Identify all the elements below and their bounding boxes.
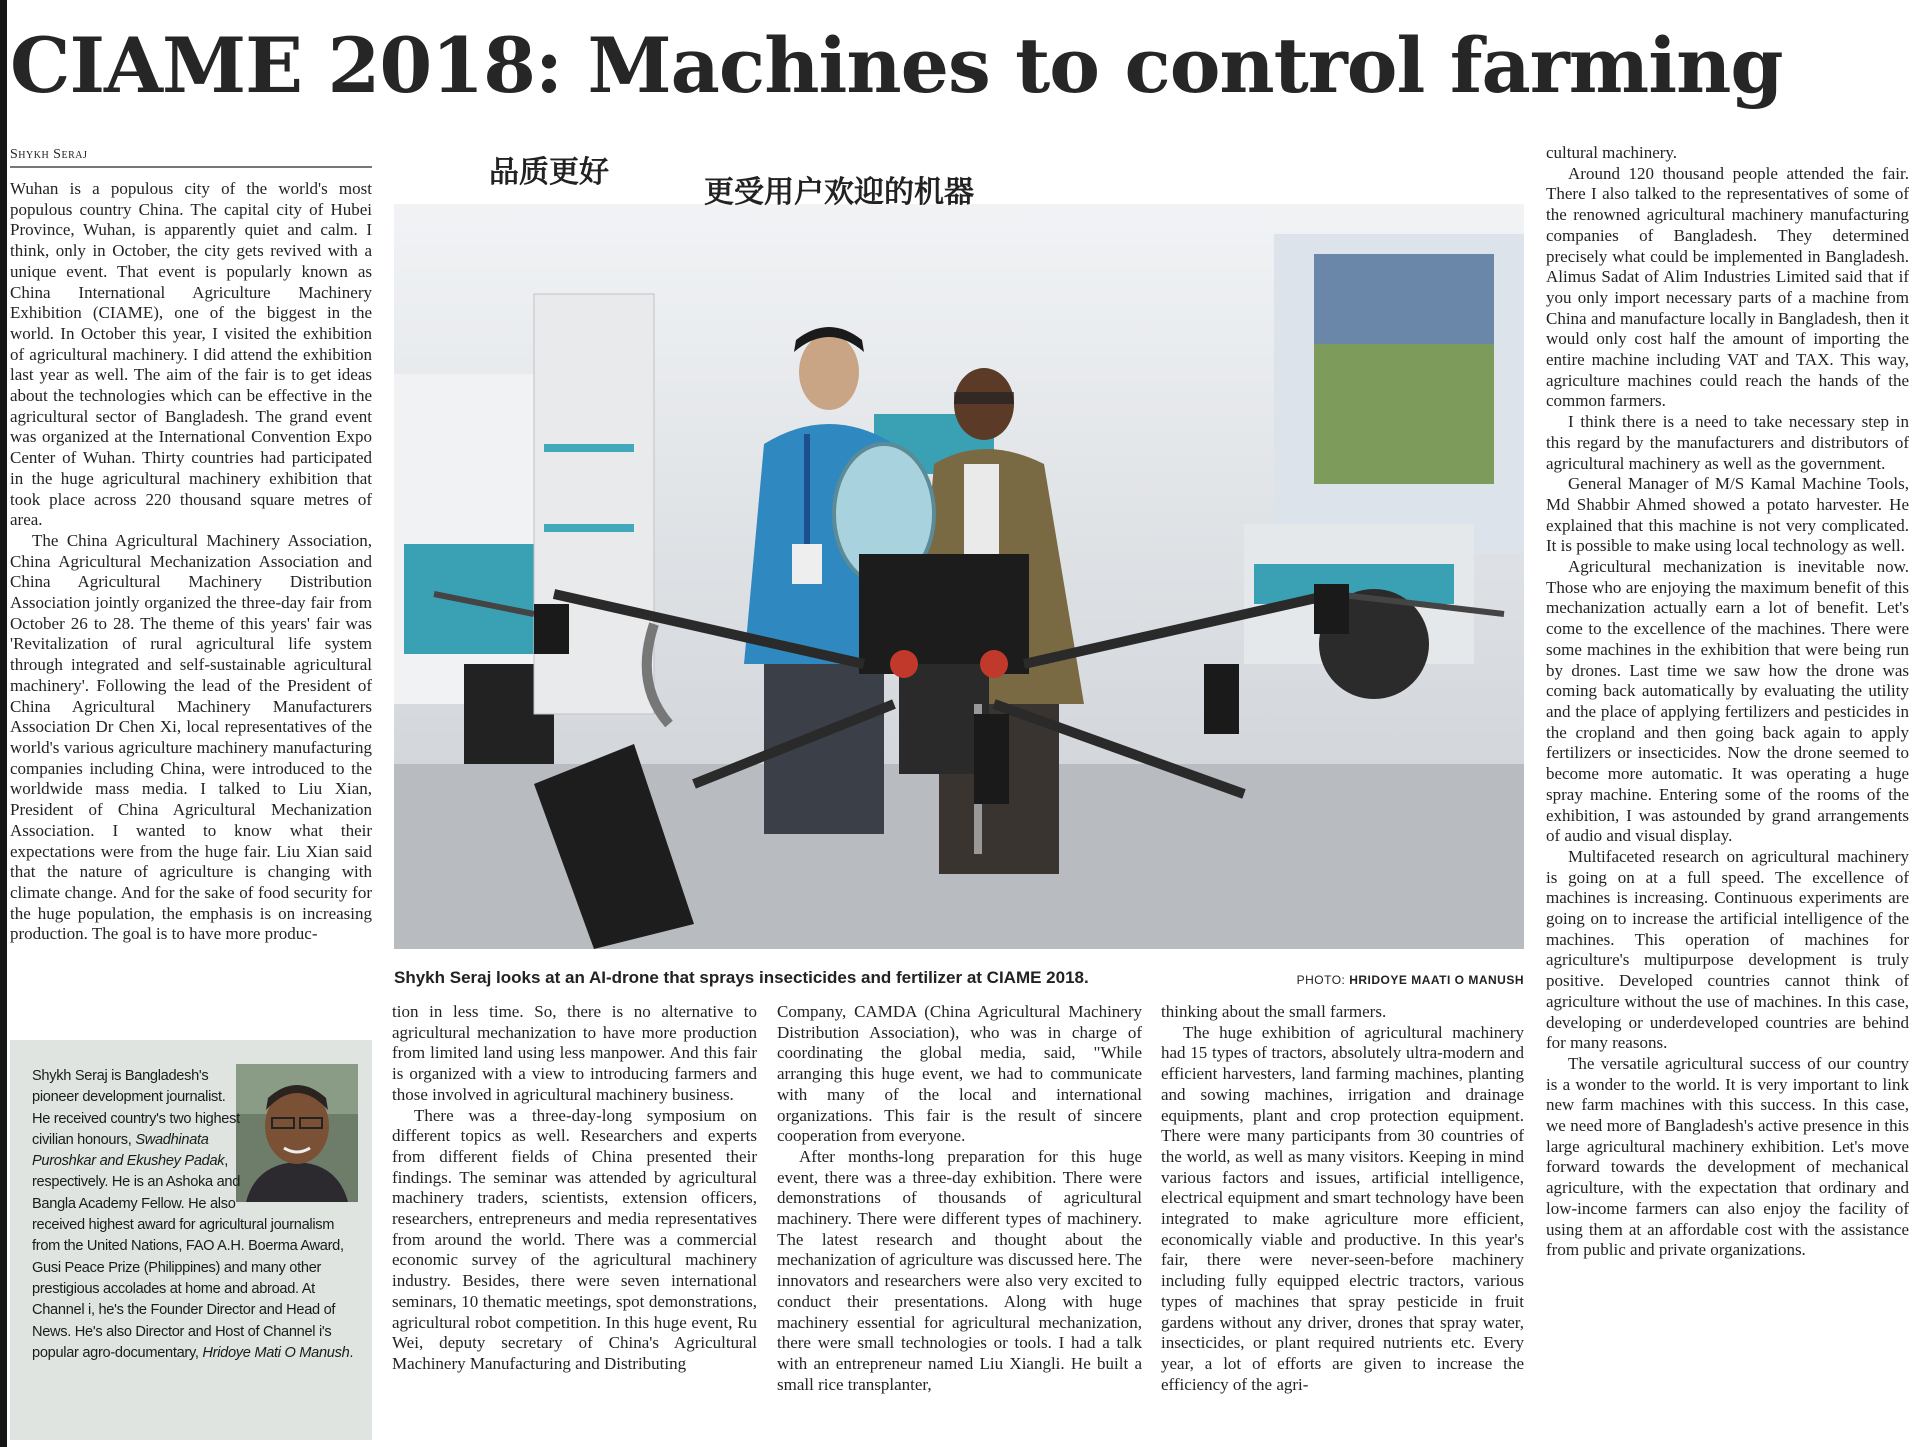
headline: CIAME 2018: Machines to control farming [10,21,1783,110]
bio-text-part: . [349,1344,354,1361]
article-column-2 [392,1002,757,1442]
banner-text: 更受用户欢迎的机器 [704,175,974,210]
bio-text-part: received highest award for agricultural journalism from the United Nations, FAO A.H. Boerma Award, Gusi Peace Prize (Philippines) and many other prestigious accolades at home and abroad. At Channel i, he's the Founder Director and Head of News. He's also Director and Host of Channel i's popular agro-documentary, [32,1217,344,1361]
paragraph: After months-long preparation for this huge event, there was a three-day exhibition. There were demonstrations of thousands of agricultural machinery. There were different types of machinery. The latest research and thought about the mechanization of agriculture was discussed here. The innovators and researchers were also very excited to conduct their presentations. Along with huge machinery essential for agricultural mechanization, there were small technologies or tools. I had a talk with an entrepreneur named Liu Xiangli. He built a small rice transplanter, [777,1146,1142,1394]
paragraph: Multifaceted research on agricultural machinery is going on at a full speed. The excellence of machines is increasing. Continuous experiments are going on to increase the artificial intelligence of the machines. This operation of machines for agriculture's multipurpose development is truly positive. Developed countries cannot think of agriculture without the use of machines. In this case, developing or underdeveloped countries are behind for many reasons. [1546,846,1909,1053]
author-bio-box [10,1040,372,1440]
paragraph: cultural machinery. [1546,143,1678,162]
paragraph: Around 120 thousand people attended the fair. There I also talked to the representatives of some of the renowned agricultural machinery manufacturing companies of Bangladesh. They determined precisely what could be implemented in Bangladesh. Alimus Sadat of Alim Industries Limited said that if you only import necessary parts of a machine from China and manufacture locally in Bangladesh, then it would only cost half the amount of importing the entire machine including VAT and TAX. This way, agriculture machines could reach the hands of the common farmers. [1546,163,1909,411]
author-bio-text [32,1066,362,1364]
paragraph: Wuhan is a populous city of the world's most populous country China. The capital city of Hubei Province, Wuhan, is apparently quiet and calm. I think, only in October, the city gets revived with a unique event. That event is popularly known as China International Agriculture Machinery Exhibition (CIAME), one of the biggest in the world. In October this year, I visited the exhibition of agricultural machinery. I did attend the exhibition last year as well. The aim of the fair is to get ideas about the technologies which can be effective in the agricultural sector of Bangladesh. The grand event was organized at the International Convention Expo Center of Wuhan. Thirty countries had participated in the huge agricultural machinery exhibition that took place across 220 thousand square metres of area. [10,179,372,530]
bio-show-name: Hridoye Mati O Manush [202,1344,350,1361]
photo-credit [1297,973,1524,987]
paragraph: There was a three-day-long symposium on different topics as well. Researchers and experts from different fields of China presented their findings. The seminar was attended by agricultural machinery traders, scientists, extension officers, researchers, entrepreneurs and media representatives from around the world. There was a commercial economic survey of the agricultural machinery industry. Besides, there were seven international seminars, 10 thematic meetings, spot demonstrations, agricultural robot competition. In this huge event, Ru Wei, deputy secretary of China's Agricultural Machinery Manufacturing and Distributing [392,1105,757,1373]
paragraph: Company, CAMDA (China Agricultural Machinery Distribution Association), who was in charge of coordinating the global media, said, "While arranging this huge event, we had to communicate with many of the local and international organizations. This fair is the result of sincere cooperation from everyone. [777,1002,1142,1146]
article-column-5 [1546,143,1909,1443]
bio-text-part: , respectively. He is an Ashoka and Bangla Academy Fellow. He also [32,1153,241,1212]
paragraph: The versatile agricultural success of our country is a wonder to the world. It is very important to link new farm machines with this success. In this case, we need more of Bangladesh's active presence in this large agricultural machinery exhibition. Let's move forward towards the development of mechanical agriculture, with the expectation that ordinary and low-income farmers can also enjoy the facility of using them at an affordable cost with the assistance from public and private organizations. [1546,1053,1909,1260]
paragraph: tion in less time. So, there is no alternative to agricultural mechanization to have more production from limited land using less manpower. And this fair is organized with a view to introducing farmers and those involved in agricultural machinery business. [392,1002,757,1104]
paragraph: The huge exhibition of agricultural machinery had 15 types of tractors, absolutely ultra-modern and efficient harvesters, land farming machines, planting and sowing machines, irrigation and drainage equipments, plant and crop protection equipment. There were many participants from 30 countries of the world, as well as many visitors. Keeping in mind various factors and issues, artificial intelligence, electrical equipment and smart technology have been integrated to make agriculture more efficient, economically viable and productive. In this year's fair, there were never-seen-before machinery including fully equipped electric tractors, various types of machines that spray pesticide in fruit gardens without any driver, drones that spray water, insecticides, or plant required nutrients etc. Every year, a lot of efforts are given to increase the efficiency of the agri- [1161,1022,1524,1394]
page-edge-bar [0,0,7,1447]
paragraph: thinking about the small farmers. [1161,1002,1387,1021]
article-column-4 [1161,1002,1524,1442]
bio-text-wrapped [32,1066,242,1215]
banner-text-partial: 品质更好 [489,155,609,190]
photo-credit-name: HRIDOYE MAATI O MANUSH [1349,973,1524,987]
article-column-1 [10,179,372,1015]
bio-award-names: Swadhinata Puroshkar and Ekushey Padak [32,1131,225,1170]
article-column-3 [777,1002,1142,1442]
paragraph: I think there is a need to take necessary step in this regard by the manufacturers and distributors of agricultural machinery as well as the government. [1546,412,1909,473]
photo-caption: Shykh Seraj looks at an AI-drone that sprays insecticides and fertilizer at CIAME 2018. [394,968,1089,987]
paragraph: General Manager of M/S Kamal Machine Tools, Md Shabbir Ahmed showed a potato harvester. He explained that this machine is not very complicated. It is possible to make using local technology as well. [1546,474,1909,556]
photo-of-man-with-agricultural-drone-icon [394,144,1524,949]
bio-text-part: Shykh Seraj is Bangladesh's pioneer development journalist. He received country's two highest civilian honours, [32,1068,240,1148]
paragraph: Agricultural mechanization is inevitable now. Those who are enjoying the maximum benefit of this mechanization actually earn a lot of benefit. Let's come to the excellence of the machines. There were some machines in the exhibition that were being run by drones. Last time we saw how the drone was coming back automatically by evaluating the utility and the place of applying fertilizers and pesticides in the cropland and then going back again to apply fertilizers or insecticides. Now the drone seemed to become more automatic. It was operating a huge spray machine. Entering some of the rooms of the exhibition, I was astounded by grand arrangements of audio and visual display. [1546,557,1909,846]
paragraph: The China Agricultural Machinery Association, China Agricultural Mechanization Association and China Agricultural Machinery Distribution Association jointly organized the three-day fair from October 26 to 28. The theme of this years' fair was 'Revitalization of rural agricultural life system through integrated and self-sustainable agricultural machinery'. Following the lead of the President of China Agricultural Machinery Manufacturers Association Dr Chen Xi, local representatives of the world's various agriculture machinery manufacturing companies including China, were introduced to the worldwide mass media. I talked to Liu Xian, President of China Agricultural Mechanization Association. I wanted to know what their expectations were from the huge fair. Liu Xian said that the nature of agriculture is changing with climate change. And for the sake of food security for the huge population, the emphasis is on increasing production. The goal is to have more produc- [10,530,372,944]
photo-credit-prefix: PHOTO: [1296,973,1350,987]
byline: Shykh Seraj [10,147,372,168]
drone-photo [394,144,1524,949]
